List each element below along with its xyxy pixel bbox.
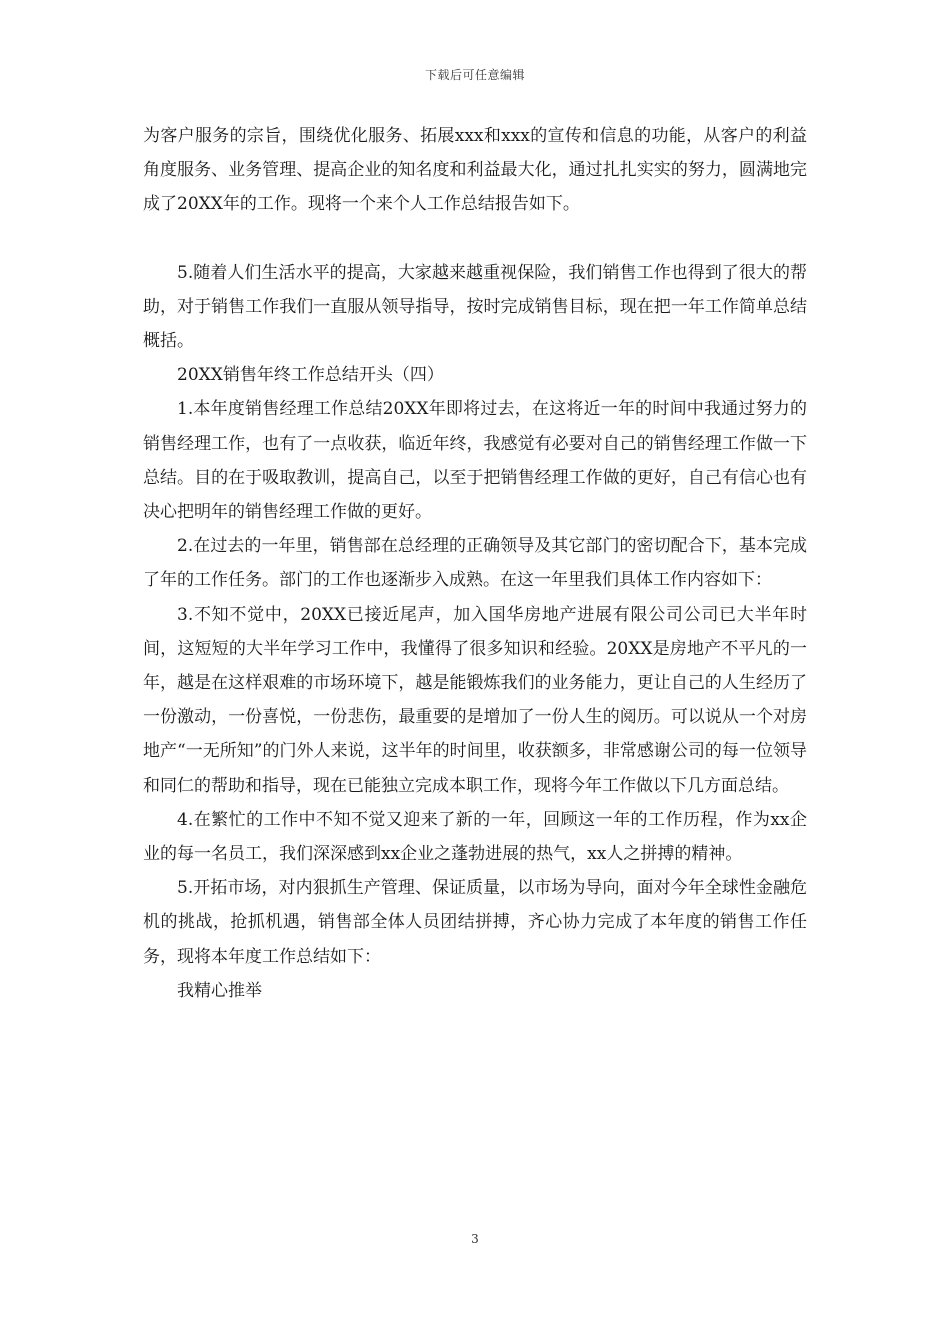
paragraph-item-1: 1.本年度销售经理工作总结20XX年即将过去，在这将近一年的时间中我通过努力的销售经理工作，也有了一点收获，临近年终，我感觉有必要对自己的销售经理工作做一下总结。目的在于吸取教训，提高自己，以至于把销售经理工作做的更好，自己有信心也有决心把明年的销售经理工作做的更好。 (143, 399, 807, 523)
page-number: 3 (471, 1232, 479, 1246)
paragraph-continuation: 为客户服务的宗旨，围绕优化服务、拓展xxx和xxx的宣传和信息的功能，从客户的利益角度服务、业务管理、提高企业的知名度和利益最大化，通过扎扎实实的努力，圆满地完成了20XX年的工作。现将一个来个人工作总结报告如下。 (143, 126, 807, 215)
paragraph-item-5-insurance: 5.随着人们生活水平的提高，大家越来越重视保险，我们销售工作也得到了很大的帮助，对于销售工作我们一直服从领导指导，按时完成销售目标，现在把一年工作简单总结概括。 (143, 262, 807, 352)
document-body (143, 119, 807, 1008)
paragraph-item-4: 4.在繁忙的工作中不知不觉又迎来了新的一年，回顾这一年的工作历程，作为xx企业的每一名员工，我们深深感到xx企业之蓬勃进展的热气，xx人之拼搏的精神。 (143, 809, 807, 865)
paragraph-item-2: 2.在过去的一年里，销售部在总经理的正确领导及其它部门的密切配合下，基本完成了年的工作任务。部门的工作也逐渐步入成熟。在这一年里我们具体工作内容如下： (143, 536, 807, 591)
paragraph-item-3: 3.不知不觉中，20XX已接近尾声，加入国华房地产进展有限公司公司已大半年时间，这短短的大半年学习工作中，我懂得了很多知识和经验。20XX是房地产不平凡的一年，越是在这样艰难的市场环境下，越是能锻炼我们的业务能力，更让自己的人生经历了一份激动，一份喜悦，一份悲伤，最重要的是增加了一份人生的阅历。可以说从一个对房地产“一无所知”的门外人来说，这半年的时间里，收获额多，非常感谢公司的每一位领导和同仁的帮助和指导，现在已能独立完成本职工作，现将今年工作做以下几方面总结。 (143, 604, 807, 796)
paragraph-closing: 我精心推举 (177, 980, 262, 1001)
section-heading: 20XX销售年终工作总结开头（四） (177, 365, 444, 386)
paragraph-gap (143, 222, 807, 256)
paragraph-item-5-market: 5.开拓市场，对内狠抓生产管理、保证质量，以市场为导向，面对今年全球性金融危机的挑战，抢抓机遇，销售部全体人员团结拼搏，齐心协力完成了本年度的销售工作任务，现将本年度工作总结如下： (143, 878, 807, 967)
page-header: 下载后可任意编辑 (424, 68, 525, 82)
